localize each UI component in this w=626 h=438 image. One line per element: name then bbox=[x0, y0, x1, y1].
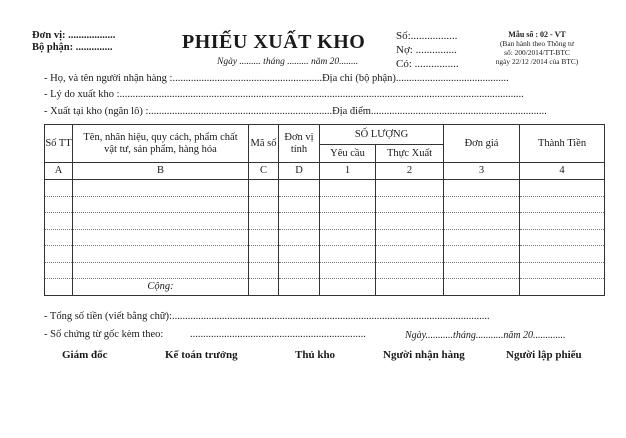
letter-cell: 1 bbox=[320, 163, 376, 180]
bo-phan-field: Bộ phận: .............. bbox=[32, 42, 113, 53]
items-table bbox=[44, 124, 605, 296]
letter-cell: 3 bbox=[444, 163, 520, 180]
letter-cell: 4 bbox=[520, 163, 605, 180]
signature-giam-doc: Giám đốc bbox=[62, 349, 108, 361]
signature-nguoi-lap-phieu: Người lập phiếu bbox=[506, 349, 582, 361]
total-label: Cộng: bbox=[73, 279, 249, 296]
col-header-thuc-xuat: Thực Xuất bbox=[376, 145, 444, 163]
table-row bbox=[45, 213, 605, 230]
signature-nguoi-nhan-hang: Người nhận hàng bbox=[383, 349, 465, 361]
table-row bbox=[45, 246, 605, 263]
col-header-so-luong: SỐ LƯỢNG bbox=[320, 125, 444, 145]
col-header-stt: Số TT bbox=[45, 125, 73, 163]
col-header-yeu-cau: Yêu cầu bbox=[320, 145, 376, 163]
table-row bbox=[45, 180, 605, 197]
signature-thu-kho: Thủ kho bbox=[295, 349, 336, 361]
form-code-line1: (Ban hành theo Thông tư bbox=[499, 39, 575, 48]
letter-cell: C bbox=[249, 163, 279, 180]
total-row bbox=[45, 279, 605, 296]
nguoi-nhan-line: - Họ, và tên người nhận hàng :.........................................................Địa chỉ (bộ phận)........................................... bbox=[44, 73, 509, 84]
form-code-block bbox=[478, 30, 596, 66]
chung-tu-label: - Số chứng từ gốc kèm theo: bbox=[44, 329, 164, 340]
title-date-line: Ngày ......... tháng ......... năm 20........ bbox=[217, 57, 359, 67]
ly-do-line: - Lý do xuất kho :.......................................................................................................................................................... bbox=[44, 89, 524, 100]
form-code-line3: ngày 22/12 /2014 của BTC) bbox=[495, 57, 579, 66]
page-title: PHIẾU XUẤT KHO bbox=[182, 31, 366, 53]
footer-date-line: Ngày...........tháng...........năm 20............. bbox=[405, 330, 566, 341]
form-code-title: Mẫu số : 02 - VT bbox=[508, 30, 566, 39]
tong-so-tien-line: - Tổng số tiền (viết bằng chữ):......................................................................................................................... bbox=[44, 311, 490, 322]
form-code-line2: số: 200/2014/TT-BTC bbox=[504, 48, 570, 57]
table-row bbox=[45, 229, 605, 246]
col-header-thanh-tien: Thành Tiền bbox=[520, 125, 605, 163]
chung-tu-dots: ................................................................... bbox=[190, 329, 366, 340]
letter-cell: D bbox=[279, 163, 320, 180]
col-header-don-gia: Đơn giá bbox=[444, 125, 520, 163]
no-field: Nợ: ............... bbox=[396, 44, 457, 56]
col-header-don-vi-tinh: Đơn vị tính bbox=[279, 125, 320, 163]
table-row bbox=[45, 262, 605, 279]
signature-ke-toan-truong: Kế toán trưởng bbox=[165, 349, 238, 361]
letter-cell: 2 bbox=[376, 163, 444, 180]
letter-cell: A bbox=[45, 163, 73, 180]
xuat-tai-kho-line: - Xuất tại kho (ngăn lô) :......................................................................Địa điểm................................................................... bbox=[44, 106, 547, 117]
don-vi-field: Đơn vị: .................. bbox=[32, 30, 116, 41]
so-field: Số:................. bbox=[396, 30, 458, 42]
co-field: Có: ................ bbox=[396, 58, 459, 70]
letter-cell: B bbox=[73, 163, 249, 180]
col-header-ten: Tên, nhãn hiệu, quy cách, phẩm chất vật tư, sản phẩm, hàng hóa bbox=[73, 125, 249, 163]
col-header-ma-so: Mã số bbox=[249, 125, 279, 163]
table-row bbox=[45, 196, 605, 213]
